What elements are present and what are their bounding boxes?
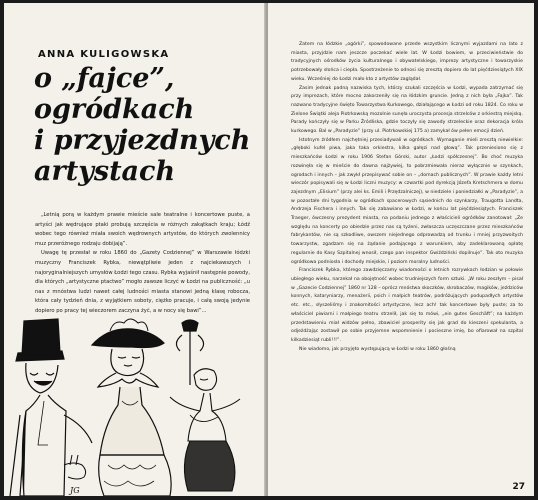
hand-figure [64,455,86,479]
body-text [291,41,523,354]
right-page [268,3,534,496]
ink-illustration [4,315,266,496]
article-title [34,63,259,187]
intro-paragraph: „Letnią porą w każdym prawie mieście sale teatralne i koncertowe puste, a artyści jak wędrujące ptaki probują szczęścia w różnych zakątkach kraju; Łódź wobec tego również miała swoich wędrownych artystów, do których zwolennicy muz przeróżnego rodzaju dobijają”. [35,212,250,247]
body-paragraph: Franciszek Rybka, którego zawdzięczamy wiadomości o letnich rozrywkach łodzian w połowie ubiegłego wieku, narzekał na obojętność wobec trudniejszych form sztuki. „W roku zeszłym – pisał w „Gazecie Codziennej” 1860 nr 128 – oprócz mnóstwa skoczków, skrobaczów, magików, jeździców konnych, kataryniarzy, menażerii, psich i małpich teatrów, podróżujących podupadłych artystów etc. etc., słyszeliśmy i znakomitości artystyczne, lecz ach! tak koncertowe były puste; za to właściciel piwiarni i małpiego teatru strzelił, jak się to mówi, „ein gutes Geschäft”; na każdym przedstawieniu miał widzów pełno, zbawiciel prosperity się jak grad do kieszeni spekulanta, a odjeżdżając zostawił po sobie przyjemne wspomnienie i pocieszne imię, bo ofiarował na szpital kilkadziesiąt rubli!!!”. [291,268,523,343]
body-paragraph: Zasim jednak padną nazwiska tych, którzy szukali szczęścia w Łodzi, wypada zatrzymać się przy imprezach, które mocno zakorzeniły się na łódzkim gruncie. Jedną z nich była „Fajka”. Tak nazwano tradycyjne święto Towarzystwa Kurkowego, działającego w Łodzi od roku 1824. Co roku w Zielone Świątki aleja Piotrkowską mozolnie sunęła uroczysta procesja strzelców z orkiestrą miejską. Parady kończyły się w Parku Źródliska, gdzie toczyły się zawody strzeleckie oraz dekoracja króla kurkowego. Bal w „Paradyzie” (przy ul. Piotrkowskiej 175 a) zamykał ów pełen emocji dzień. [291,85,523,135]
intro-paragraph: Uwagę tę przesłał w roku 1860 do „Gazety Codziennej” w Warszawie łódzki muzyczny Franciszek Rybka, niewątpliwie jeden z najciekawszych i najoryginalniejszych umysłów Łodzi tego czasu. Rybka wyjaśnił następnie powody, dla których „artystyczne ptactwo” mogło zawsze liczyć w Łodzi na publiczność: „u nas z mnóstwa ludzi nawet całej ludności miasta stanowi jedną klasę robocza, która cały tydzień dnia, z wyjątkiem soboty, ciężko pracuje, i całą swoją jedynie dopiero po pracy tej wieczorem zaczyna żyć, a w nocy się bawi”... [35,250,250,314]
gentleman-figure [10,319,92,496]
page-number: 27 [512,482,525,492]
title-line: ogródkach [34,94,195,125]
author-name: ANNA KULIGOWSKA [38,49,170,60]
body-paragraph: Zatem na łódzkie „ogórki”, spowodowane przede wszystkim licznymi wyjazdami na lato z miasta, przyjdzie nam jeszcze poczekać wiele lat. W Łodzi bowiem, w przeciwieństwie do tradycyjnych ośrodków życia kulturalnego i obywatelskiego, imprezy artystyczne i towarzyskie potrzebowały słońca i ciepła. Spostrzeżenie to odnosi się zresztą dopiero do lat pięćdziesiątych XIX wieku. Wcześniej do Łodzi mało kto z artystów zaglądał. [291,42,523,82]
left-page [4,3,266,496]
artist-initials: JG [70,486,80,495]
title-line: o „fajce”, [34,63,175,94]
lady-figure [92,319,171,496]
lamp-post [176,320,203,385]
body-paragraph: Istotnym źródłem najchętniej przesiadywali w ogródkach. Wymaganie mieli zresztą niewielkie: „głęboki kufel piwa, jaka taka orkiestra, kilka gałęzi nad głową”. Tak przeniesiono się z mieszkańców Łodzi w roku 1906 Stefan Górski, autor „Łodzi spółczesnej”. Bo choć muzyka rozwinęła się w mieście do dawna najżywiej, to pobrzmiewała nieraz wyłącznie w szynkach, ogrodach i innych – jak zwykł przepisywać sobie on – „domach publicznych”. W prawie każdy letni wieczór popisywali się w Łodzi liczni muzycy: w czwartki pod dyrekcją Józefa Kretschmera w domu zajezdnym „Elisium” (przy alei ks. Emili i Przędzalniczej), w niedziele i poniedziałki w „Paradyzie”, a w pozostałe dni tygodnia w ogródkach spacerowych sąsiednich do szynkarzy, Traugotta Landta, Andrzeja Fischera i innych. Tak się zabawiano w Łodzi, w końcu lat pięćdziesiątych. Franciszek Traeger, ówczesny prezydent miasta, na podaniu jednego z właścicieli ogródków zanotował: „Ze względu na koncerty po obiedzie przez nas są tyżeni, zwłaszcza uczęszczane przez mieszkańców fabrykantów, nie są szkodliwe, owszem niejednego odprowadzą od trunku i mniej przyzwoitych towarzystw, zgadzam się na żądanie podającego z warunkiem, aby zadeklarowaną opłatę regularnie do Kasy Szpitalnej wnosił, czego pan inspektor Gwiździński dopilnuje”. Tak oto muzyka ogródkowa podniosła i dochody miejskie, i poziom moralny ludności. [291,137,523,265]
intro-text [35,211,250,317]
title-line: i przyjezdnych [34,125,251,156]
title-line: artystach [34,156,176,187]
dancer-figure [170,369,240,491]
body-paragraph: Nie wiadomo, jak przyjęto występującą w Łodzi w roku 1860 głośną [299,346,456,352]
